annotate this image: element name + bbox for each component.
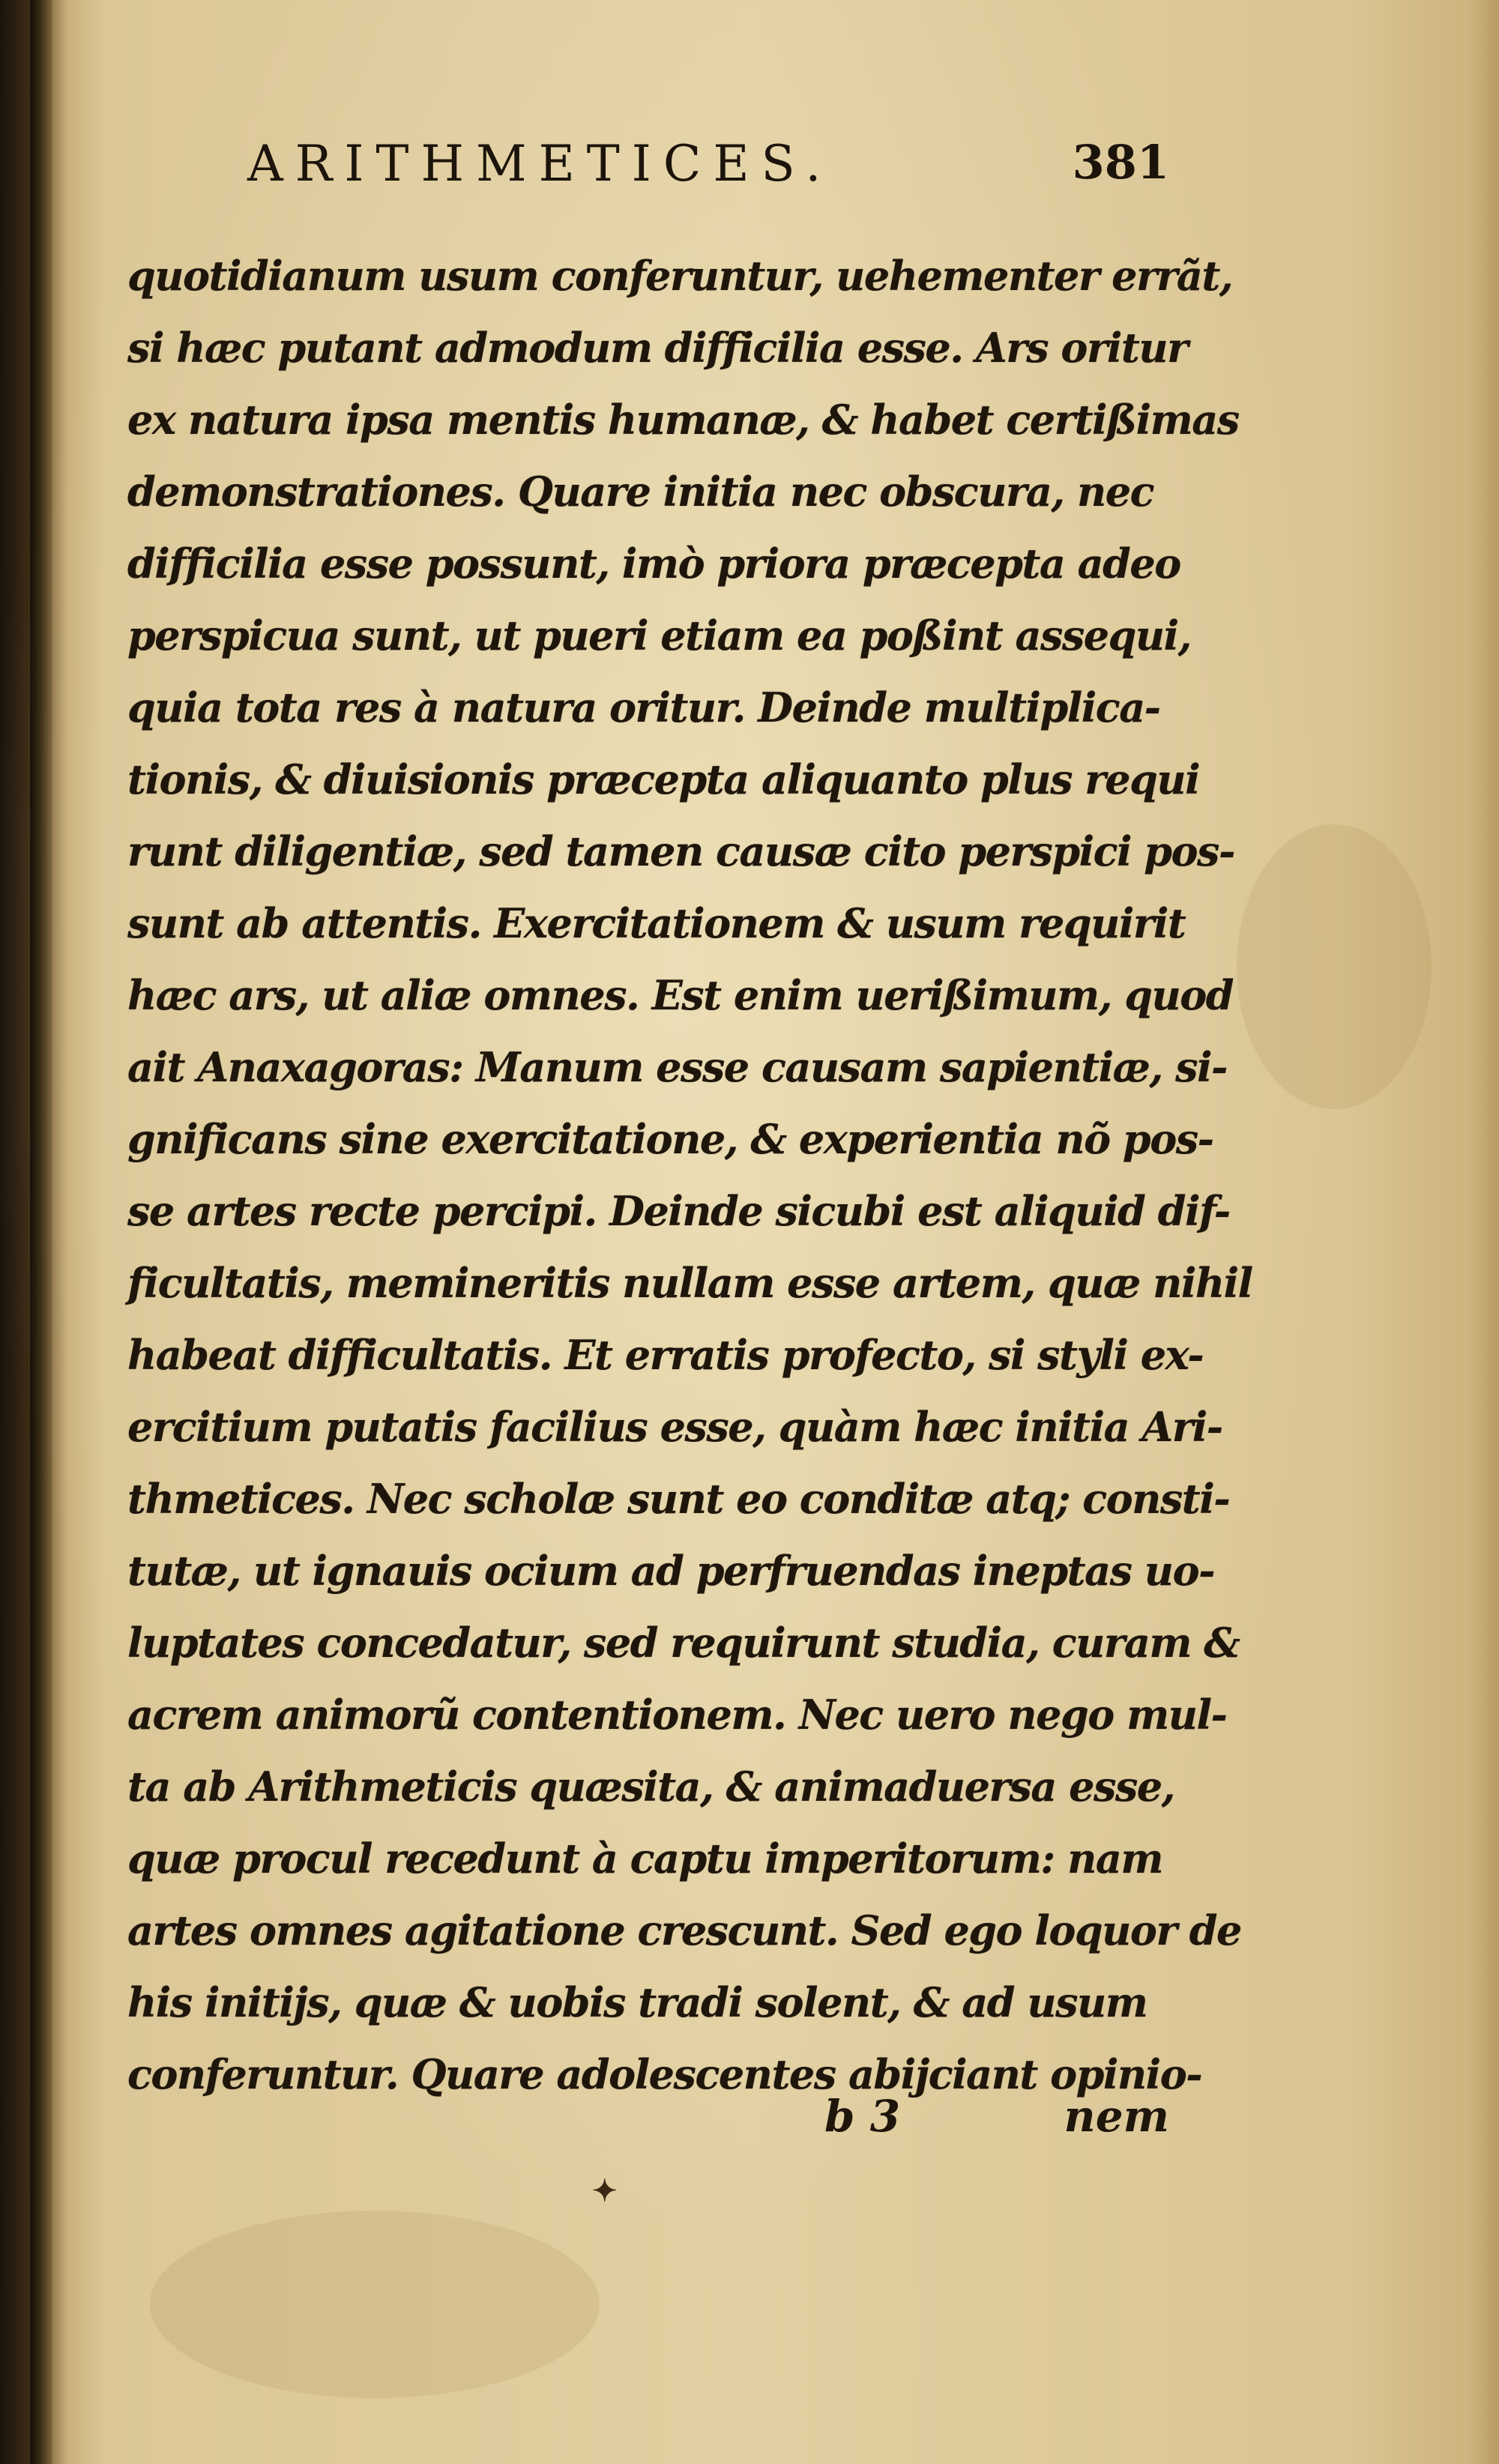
text-line: demonstrationes. Quare initia nec obscura, nec	[127, 468, 1153, 516]
text-line: gnificans sine exercitatione, & experientia nõ pos-	[127, 1115, 1213, 1163]
text-line: conferuntur. Quare adolescentes abijciant opinio-	[127, 2050, 1202, 2098]
text-line: quæ procul recedunt à captu imperitorum: nam	[127, 1835, 1162, 1882]
text-line: perspicua sunt, ut pueri etiam ea poßint assequi,	[127, 612, 1191, 659]
printer-ornament: ✦	[592, 2173, 618, 2208]
text-line: ex natura ipsa mentis humanæ, & habet certißimas	[127, 396, 1239, 444]
page-footer	[794, 2091, 1169, 2158]
text-line: quia tota res à natura oritur. Deinde multiplica-	[127, 683, 1160, 731]
text-line: sunt ab attentis. Exercitationem & usum requirit	[127, 899, 1186, 947]
paper-stain	[1237, 824, 1432, 1109]
text-line: ta ab Arithmeticis quæsita, & animaduersa esse,	[127, 1763, 1174, 1811]
text-line: si hæc putant admodum difficilia esse. Ars oritur	[127, 324, 1188, 372]
text-line: luptates concedatur, sed requirunt studia, curam &	[127, 1619, 1240, 1667]
text-line: hæc ars, ut aliæ omnes. Est enim uerißimum, quod	[127, 971, 1234, 1019]
text-line: habeat difficultatis. Et erratis profecto, si styli ex-	[127, 1331, 1204, 1379]
text-line: difficilia esse possunt, imò priora præcepta adeo	[127, 540, 1180, 588]
binding-gutter	[30, 0, 52, 2464]
paper-stain	[150, 2211, 600, 2398]
text-line: acrem animorũ contentionem. Nec uero nego mul-	[127, 1691, 1227, 1739]
text-line: tionis, & diuisionis præcepta aliquanto plus requi	[127, 755, 1200, 803]
text-line: runt diligentiæ, sed tamen causæ cito perspici pos-	[127, 827, 1234, 875]
text-line: ficultatis, memineritis nullam esse artem, quæ nihil	[127, 1259, 1252, 1307]
page-header	[247, 135, 1169, 202]
text-line: his initijs, quæ & uobis tradi solent, & ad usum	[127, 1978, 1147, 2026]
text-line: se artes recte percipi. Deinde sicubi est aliquid dif-	[127, 1187, 1230, 1235]
signature-mark: b 3	[824, 2091, 901, 2142]
text-line: quotidianum usum conferuntur, uehementer errãt,	[127, 252, 1233, 300]
page-number: 381	[1072, 135, 1169, 190]
text-line: tutæ, ut ignauis ocium ad perfruendas ineptas uo-	[127, 1547, 1214, 1595]
text-line: ait Anaxagoras: Manum esse causam sapientiæ, si-	[127, 1043, 1227, 1091]
text-line: ercitium putatis facilius esse, quàm hæc initia Ari-	[127, 1403, 1222, 1451]
running-title: ARITHMETICES.	[247, 135, 833, 193]
catchword: nem	[1064, 2091, 1169, 2142]
body-text	[127, 240, 1252, 2110]
text-line: artes omnes agitatione crescunt. Sed ego loquor de	[127, 1906, 1241, 1954]
text-line: thmetices. Nec scholæ sunt eo conditæ atq; consti-	[127, 1475, 1230, 1523]
